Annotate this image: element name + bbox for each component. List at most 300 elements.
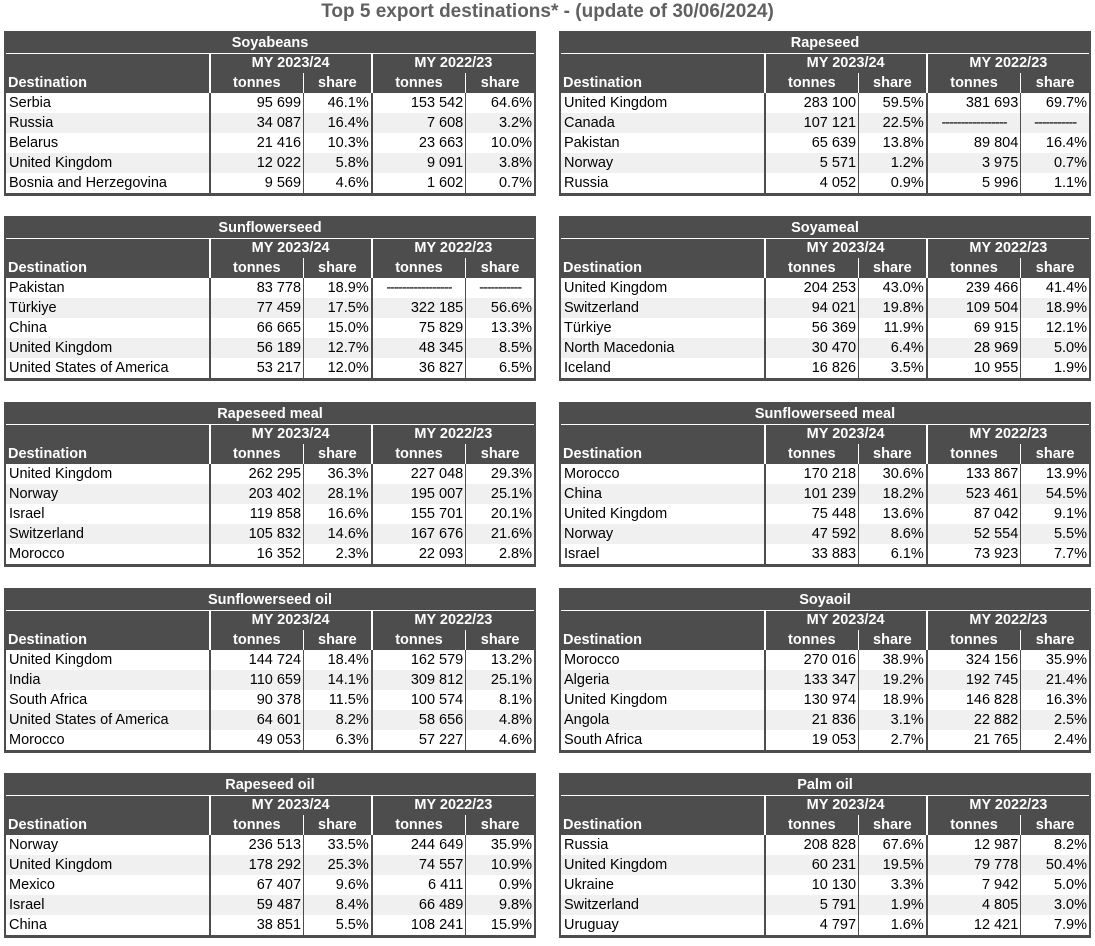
table-row — [561, 358, 1089, 378]
cell-tonnes-current: 19 053 — [765, 730, 859, 750]
cell-tonnes-previous: 22 093 — [372, 544, 466, 564]
table-rapeseed-oil — [4, 773, 536, 938]
table-row — [561, 173, 1089, 193]
cell-destination: United Kingdom — [6, 464, 210, 484]
header-blank — [6, 239, 210, 259]
header-tonnes: tonnes — [372, 258, 466, 278]
header-share: share — [304, 815, 372, 835]
header-tonnes: tonnes — [927, 73, 1021, 93]
header-share: share — [859, 73, 927, 93]
cell-destination: United Kingdom — [561, 690, 765, 710]
table-row — [6, 855, 534, 875]
cell-destination: United Kingdom — [561, 504, 765, 524]
header-my-current: MY 2023/24 — [765, 54, 927, 74]
cell-destination: Pakistan — [561, 133, 765, 153]
cell-tonnes-current: 59 487 — [210, 895, 304, 915]
cell-tonnes-previous: 4 805 — [927, 895, 1021, 915]
cell-share-current: 12.0% — [304, 358, 372, 378]
cell-destination: Israel — [6, 895, 210, 915]
cell-share-current: 8.6% — [859, 524, 927, 544]
cell-share-previous: 35.9% — [1021, 650, 1089, 670]
header-destination: Destination — [561, 630, 765, 650]
header-destination: Destination — [6, 73, 210, 93]
cell-tonnes-current: 67 407 — [210, 875, 304, 895]
header-tonnes: tonnes — [210, 73, 304, 93]
cell-share-previous: 12.1% — [1021, 318, 1089, 338]
table-rapeseed-meal — [4, 402, 536, 567]
header-tonnes: tonnes — [765, 73, 859, 93]
cell-destination: China — [6, 915, 210, 935]
table-row — [561, 484, 1089, 504]
header-tonnes: tonnes — [372, 630, 466, 650]
table-row — [6, 895, 534, 915]
cell-destination: Canada — [561, 113, 765, 133]
table-row — [561, 730, 1089, 750]
cell-share-current: 1.9% — [859, 895, 927, 915]
cell-tonnes-previous: 195 007 — [372, 484, 466, 504]
cell-tonnes-previous: 89 804 — [927, 133, 1021, 153]
cell-share-current: 15.0% — [304, 318, 372, 338]
cell-share-current: 43.0% — [859, 278, 927, 298]
cell-destination: United States of America — [6, 710, 210, 730]
header-my-current: MY 2023/24 — [210, 611, 372, 631]
table-row — [6, 338, 534, 358]
header-tonnes: tonnes — [765, 630, 859, 650]
cell-tonnes-previous: 12 987 — [927, 835, 1021, 855]
header-destination: Destination — [6, 258, 210, 278]
cell-share-current: 9.6% — [304, 875, 372, 895]
table-title: Rapeseed oil — [6, 775, 534, 796]
header-tonnes: tonnes — [765, 815, 859, 835]
cell-destination: Norway — [561, 153, 765, 173]
cell-tonnes-current: 53 217 — [210, 358, 304, 378]
cell-tonnes-current: 75 448 — [765, 504, 859, 524]
cell-share-previous: 35.9% — [466, 835, 534, 855]
cell-destination: Algeria — [561, 670, 765, 690]
table-row — [561, 338, 1089, 358]
cell-share-previous: 29.3% — [466, 464, 534, 484]
cell-destination: Ukraine — [561, 875, 765, 895]
cell-share-current: 13.8% — [859, 133, 927, 153]
cell-destination: Angola — [561, 710, 765, 730]
cell-tonnes-current: 236 513 — [210, 835, 304, 855]
cell-tonnes-previous: 6 411 — [372, 875, 466, 895]
table-row — [561, 318, 1089, 338]
cell-share-previous: 56.6% — [466, 298, 534, 318]
table-title: Soyameal — [561, 218, 1089, 239]
table-title: Rapeseed meal — [6, 404, 534, 425]
header-share: share — [859, 444, 927, 464]
header-share: share — [304, 73, 372, 93]
cell-destination: Pakistan — [6, 278, 210, 298]
cell-share-previous: 5.0% — [1021, 875, 1089, 895]
cell-share-current: 28.1% — [304, 484, 372, 504]
header-tonnes: tonnes — [372, 815, 466, 835]
cell-tonnes-previous: 23 663 — [372, 133, 466, 153]
cell-destination: Türkiye — [6, 298, 210, 318]
cell-share-previous: 0.7% — [1021, 153, 1089, 173]
cell-tonnes-current: 21 836 — [765, 710, 859, 730]
cell-share-current: 19.8% — [859, 298, 927, 318]
cell-tonnes-current: 130 974 — [765, 690, 859, 710]
header-destination: Destination — [6, 444, 210, 464]
header-share: share — [859, 630, 927, 650]
cell-share-current: 19.5% — [859, 855, 927, 875]
cell-tonnes-previous: 87 042 — [927, 504, 1021, 524]
header-tonnes: tonnes — [927, 258, 1021, 278]
cell-share-previous: 13.3% — [466, 318, 534, 338]
header-share: share — [304, 630, 372, 650]
table-row — [6, 730, 534, 750]
cell-tonnes-previous: ----------------- — [927, 113, 1021, 133]
cell-destination: Switzerland — [561, 895, 765, 915]
cell-share-previous: 21.6% — [466, 524, 534, 544]
table-row — [6, 915, 534, 935]
cell-tonnes-previous: 133 867 — [927, 464, 1021, 484]
header-my-previous: MY 2022/23 — [927, 425, 1089, 445]
table-row — [561, 278, 1089, 298]
header-blank — [561, 611, 765, 631]
cell-tonnes-previous: 146 828 — [927, 690, 1021, 710]
table-row — [561, 855, 1089, 875]
header-destination: Destination — [6, 630, 210, 650]
cell-tonnes-current: 16 826 — [765, 358, 859, 378]
cell-share-current: 16.4% — [304, 113, 372, 133]
header-share: share — [466, 73, 534, 93]
cell-share-current: 8.4% — [304, 895, 372, 915]
header-tonnes: tonnes — [372, 444, 466, 464]
header-share: share — [859, 258, 927, 278]
cell-tonnes-previous: 7 608 — [372, 113, 466, 133]
cell-share-previous: 3.2% — [466, 113, 534, 133]
cell-tonnes-current: 170 218 — [765, 464, 859, 484]
cell-share-current: 1.2% — [859, 153, 927, 173]
header-share: share — [466, 630, 534, 650]
cell-share-current: 19.2% — [859, 670, 927, 690]
cell-share-previous: 15.9% — [466, 915, 534, 935]
table-row — [6, 318, 534, 338]
cell-share-previous: 5.0% — [1021, 338, 1089, 358]
cell-share-current: 0.9% — [859, 173, 927, 193]
cell-tonnes-previous: 162 579 — [372, 650, 466, 670]
cell-destination: Norway — [6, 835, 210, 855]
table-row — [6, 504, 534, 524]
cell-tonnes-previous: 153 542 — [372, 93, 466, 113]
cell-share-current: 22.5% — [859, 113, 927, 133]
cell-tonnes-current: 10 130 — [765, 875, 859, 895]
cell-tonnes-current: 12 022 — [210, 153, 304, 173]
header-my-current: MY 2023/24 — [210, 54, 372, 74]
cell-tonnes-current: 4 052 — [765, 173, 859, 193]
table-row — [6, 113, 534, 133]
cell-tonnes-current: 21 416 — [210, 133, 304, 153]
cell-destination: Uruguay — [561, 915, 765, 935]
cell-destination: Serbia — [6, 93, 210, 113]
cell-destination: China — [6, 318, 210, 338]
table-title: Soyaoil — [561, 590, 1089, 611]
cell-tonnes-previous: 324 156 — [927, 650, 1021, 670]
table-row — [6, 524, 534, 544]
cell-destination: China — [561, 484, 765, 504]
table-row — [561, 298, 1089, 318]
cell-destination: Morocco — [6, 730, 210, 750]
cell-tonnes-previous: 69 915 — [927, 318, 1021, 338]
table-row — [561, 153, 1089, 173]
header-my-current: MY 2023/24 — [765, 239, 927, 259]
header-blank — [6, 796, 210, 816]
header-blank — [561, 239, 765, 259]
header-tonnes: tonnes — [210, 815, 304, 835]
cell-share-current: 59.5% — [859, 93, 927, 113]
table-row — [6, 650, 534, 670]
cell-share-current: 5.5% — [304, 915, 372, 935]
cell-destination: United Kingdom — [6, 338, 210, 358]
cell-share-previous: 64.6% — [466, 93, 534, 113]
cell-destination: Belarus — [6, 133, 210, 153]
cell-tonnes-previous: 5 996 — [927, 173, 1021, 193]
table-row — [6, 133, 534, 153]
cell-tonnes-previous: ----------------- — [372, 278, 466, 298]
header-share: share — [859, 815, 927, 835]
header-share: share — [466, 815, 534, 835]
cell-share-current: 3.1% — [859, 710, 927, 730]
cell-tonnes-previous: 48 345 — [372, 338, 466, 358]
cell-tonnes-previous: 74 557 — [372, 855, 466, 875]
cell-tonnes-current: 66 665 — [210, 318, 304, 338]
cell-share-current: 14.6% — [304, 524, 372, 544]
cell-destination: Norway — [561, 524, 765, 544]
header-share: share — [304, 258, 372, 278]
header-my-current: MY 2023/24 — [210, 796, 372, 816]
cell-tonnes-previous: 79 778 — [927, 855, 1021, 875]
cell-tonnes-current: 65 639 — [765, 133, 859, 153]
cell-destination: Mexico — [6, 875, 210, 895]
header-destination: Destination — [561, 73, 765, 93]
header-share: share — [1021, 630, 1089, 650]
table-row — [561, 504, 1089, 524]
header-share: share — [1021, 444, 1089, 464]
cell-share-current: 46.1% — [304, 93, 372, 113]
cell-share-previous: ----------- — [1021, 113, 1089, 133]
cell-tonnes-previous: 322 185 — [372, 298, 466, 318]
cell-share-previous: 6.5% — [466, 358, 534, 378]
table-sunflowerseed-oil — [4, 588, 536, 753]
table-row — [6, 670, 534, 690]
header-my-previous: MY 2022/23 — [372, 425, 534, 445]
cell-share-previous: 9.8% — [466, 895, 534, 915]
cell-tonnes-current: 5 791 — [765, 895, 859, 915]
cell-tonnes-current: 5 571 — [765, 153, 859, 173]
cell-tonnes-previous: 21 765 — [927, 730, 1021, 750]
cell-destination: United Kingdom — [6, 153, 210, 173]
table-soyabeans — [4, 31, 536, 196]
cell-destination: United Kingdom — [6, 855, 210, 875]
cell-share-current: 14.1% — [304, 670, 372, 690]
table-row — [561, 524, 1089, 544]
cell-share-current: 13.6% — [859, 504, 927, 524]
cell-tonnes-previous: 244 649 — [372, 835, 466, 855]
header-my-current: MY 2023/24 — [765, 425, 927, 445]
page-title: Top 5 export destinations* - (update of 30/06/2024) — [321, 1, 774, 22]
cell-share-previous: 54.5% — [1021, 484, 1089, 504]
cell-share-previous: 1.9% — [1021, 358, 1089, 378]
cell-share-previous: 7.9% — [1021, 915, 1089, 935]
cell-tonnes-current: 203 402 — [210, 484, 304, 504]
table-sunflowerseed-meal — [559, 402, 1091, 567]
cell-share-previous: 25.1% — [466, 670, 534, 690]
cell-destination: Russia — [561, 173, 765, 193]
table-title: Rapeseed — [561, 33, 1089, 54]
cell-share-current: 38.9% — [859, 650, 927, 670]
cell-destination: United States of America — [6, 358, 210, 378]
cell-share-previous: 8.2% — [1021, 835, 1089, 855]
cell-share-previous: 41.4% — [1021, 278, 1089, 298]
header-my-current: MY 2023/24 — [765, 796, 927, 816]
header-tonnes: tonnes — [210, 444, 304, 464]
header-my-previous: MY 2022/23 — [927, 54, 1089, 74]
header-share: share — [1021, 815, 1089, 835]
table-row — [561, 835, 1089, 855]
cell-destination: United Kingdom — [6, 650, 210, 670]
cell-tonnes-current: 77 459 — [210, 298, 304, 318]
header-share: share — [304, 444, 372, 464]
header-share: share — [1021, 73, 1089, 93]
table-row — [561, 875, 1089, 895]
table-rapeseed — [559, 31, 1091, 196]
cell-tonnes-previous: 7 942 — [927, 875, 1021, 895]
cell-tonnes-previous: 3 975 — [927, 153, 1021, 173]
table-title: Sunflowerseed oil — [6, 590, 534, 611]
cell-tonnes-previous: 381 693 — [927, 93, 1021, 113]
cell-share-previous: 8.5% — [466, 338, 534, 358]
table-row — [561, 710, 1089, 730]
header-my-previous: MY 2022/23 — [372, 611, 534, 631]
header-my-previous: MY 2022/23 — [927, 239, 1089, 259]
cell-tonnes-previous: 309 812 — [372, 670, 466, 690]
cell-tonnes-previous: 57 227 — [372, 730, 466, 750]
cell-share-previous: 8.1% — [466, 690, 534, 710]
cell-tonnes-previous: 227 048 — [372, 464, 466, 484]
table-title: Palm oil — [561, 775, 1089, 796]
cell-tonnes-current: 56 189 — [210, 338, 304, 358]
cell-tonnes-current: 178 292 — [210, 855, 304, 875]
cell-tonnes-current: 49 053 — [210, 730, 304, 750]
cell-destination: Iceland — [561, 358, 765, 378]
table-row — [6, 93, 534, 113]
table-row — [561, 93, 1089, 113]
cell-share-previous: 0.7% — [466, 173, 534, 193]
cell-tonnes-previous: 167 676 — [372, 524, 466, 544]
header-my-current: MY 2023/24 — [765, 611, 927, 631]
header-blank — [561, 425, 765, 445]
header-blank — [561, 796, 765, 816]
header-my-previous: MY 2022/23 — [927, 611, 1089, 631]
cell-share-previous: 10.9% — [466, 855, 534, 875]
cell-share-current: 8.2% — [304, 710, 372, 730]
cell-destination: South Africa — [6, 690, 210, 710]
cell-destination: Norway — [6, 484, 210, 504]
cell-tonnes-previous: 66 489 — [372, 895, 466, 915]
header-my-previous: MY 2022/23 — [927, 796, 1089, 816]
cell-share-current: 4.6% — [304, 173, 372, 193]
cell-tonnes-previous: 155 701 — [372, 504, 466, 524]
cell-tonnes-current: 64 601 — [210, 710, 304, 730]
cell-share-current: 12.7% — [304, 338, 372, 358]
cell-tonnes-previous: 36 827 — [372, 358, 466, 378]
cell-tonnes-previous: 239 466 — [927, 278, 1021, 298]
cell-tonnes-previous: 75 829 — [372, 318, 466, 338]
cell-tonnes-current: 16 352 — [210, 544, 304, 564]
cell-share-current: 6.3% — [304, 730, 372, 750]
cell-tonnes-previous: 52 554 — [927, 524, 1021, 544]
table-row — [6, 298, 534, 318]
cell-tonnes-current: 262 295 — [210, 464, 304, 484]
cell-share-current: 11.5% — [304, 690, 372, 710]
cell-destination: Israel — [6, 504, 210, 524]
header-share: share — [1021, 258, 1089, 278]
cell-tonnes-current: 9 569 — [210, 173, 304, 193]
table-row — [6, 710, 534, 730]
cell-share-previous: 4.8% — [466, 710, 534, 730]
cell-tonnes-current: 56 369 — [765, 318, 859, 338]
cell-destination: United Kingdom — [561, 278, 765, 298]
cell-tonnes-current: 33 883 — [765, 544, 859, 564]
header-tonnes: tonnes — [927, 630, 1021, 650]
cell-share-previous: 2.5% — [1021, 710, 1089, 730]
cell-share-previous: 4.6% — [466, 730, 534, 750]
header-destination: Destination — [561, 815, 765, 835]
cell-tonnes-previous: 22 882 — [927, 710, 1021, 730]
table-row — [6, 875, 534, 895]
table-row — [6, 835, 534, 855]
cell-share-previous: 16.4% — [1021, 133, 1089, 153]
cell-tonnes-previous: 12 421 — [927, 915, 1021, 935]
table-row — [561, 895, 1089, 915]
header-tonnes: tonnes — [765, 258, 859, 278]
cell-destination: Morocco — [6, 544, 210, 564]
cell-share-current: 6.1% — [859, 544, 927, 564]
cell-destination: Russia — [6, 113, 210, 133]
table-row — [6, 173, 534, 193]
cell-share-previous: 16.3% — [1021, 690, 1089, 710]
header-my-current: MY 2023/24 — [210, 239, 372, 259]
header-blank — [6, 425, 210, 445]
table-soyaoil — [559, 588, 1091, 753]
table-row — [561, 915, 1089, 935]
cell-tonnes-current: 30 470 — [765, 338, 859, 358]
cell-destination: United Kingdom — [561, 93, 765, 113]
cell-share-current: 2.7% — [859, 730, 927, 750]
cell-share-previous: 9.1% — [1021, 504, 1089, 524]
header-share: share — [466, 258, 534, 278]
cell-destination: United Kingdom — [561, 855, 765, 875]
cell-tonnes-current: 34 087 — [210, 113, 304, 133]
cell-share-current: 5.8% — [304, 153, 372, 173]
header-blank — [561, 54, 765, 74]
table-title: Soyabeans — [6, 33, 534, 54]
cell-tonnes-previous: 1 602 — [372, 173, 466, 193]
header-blank — [6, 54, 210, 74]
cell-tonnes-current: 133 347 — [765, 670, 859, 690]
table-row — [6, 464, 534, 484]
cell-tonnes-current: 83 778 — [210, 278, 304, 298]
cell-share-current: 18.2% — [859, 484, 927, 504]
cell-share-previous: 3.0% — [1021, 895, 1089, 915]
cell-destination: South Africa — [561, 730, 765, 750]
cell-tonnes-current: 270 016 — [765, 650, 859, 670]
cell-tonnes-current: 107 121 — [765, 113, 859, 133]
header-my-current: MY 2023/24 — [210, 425, 372, 445]
